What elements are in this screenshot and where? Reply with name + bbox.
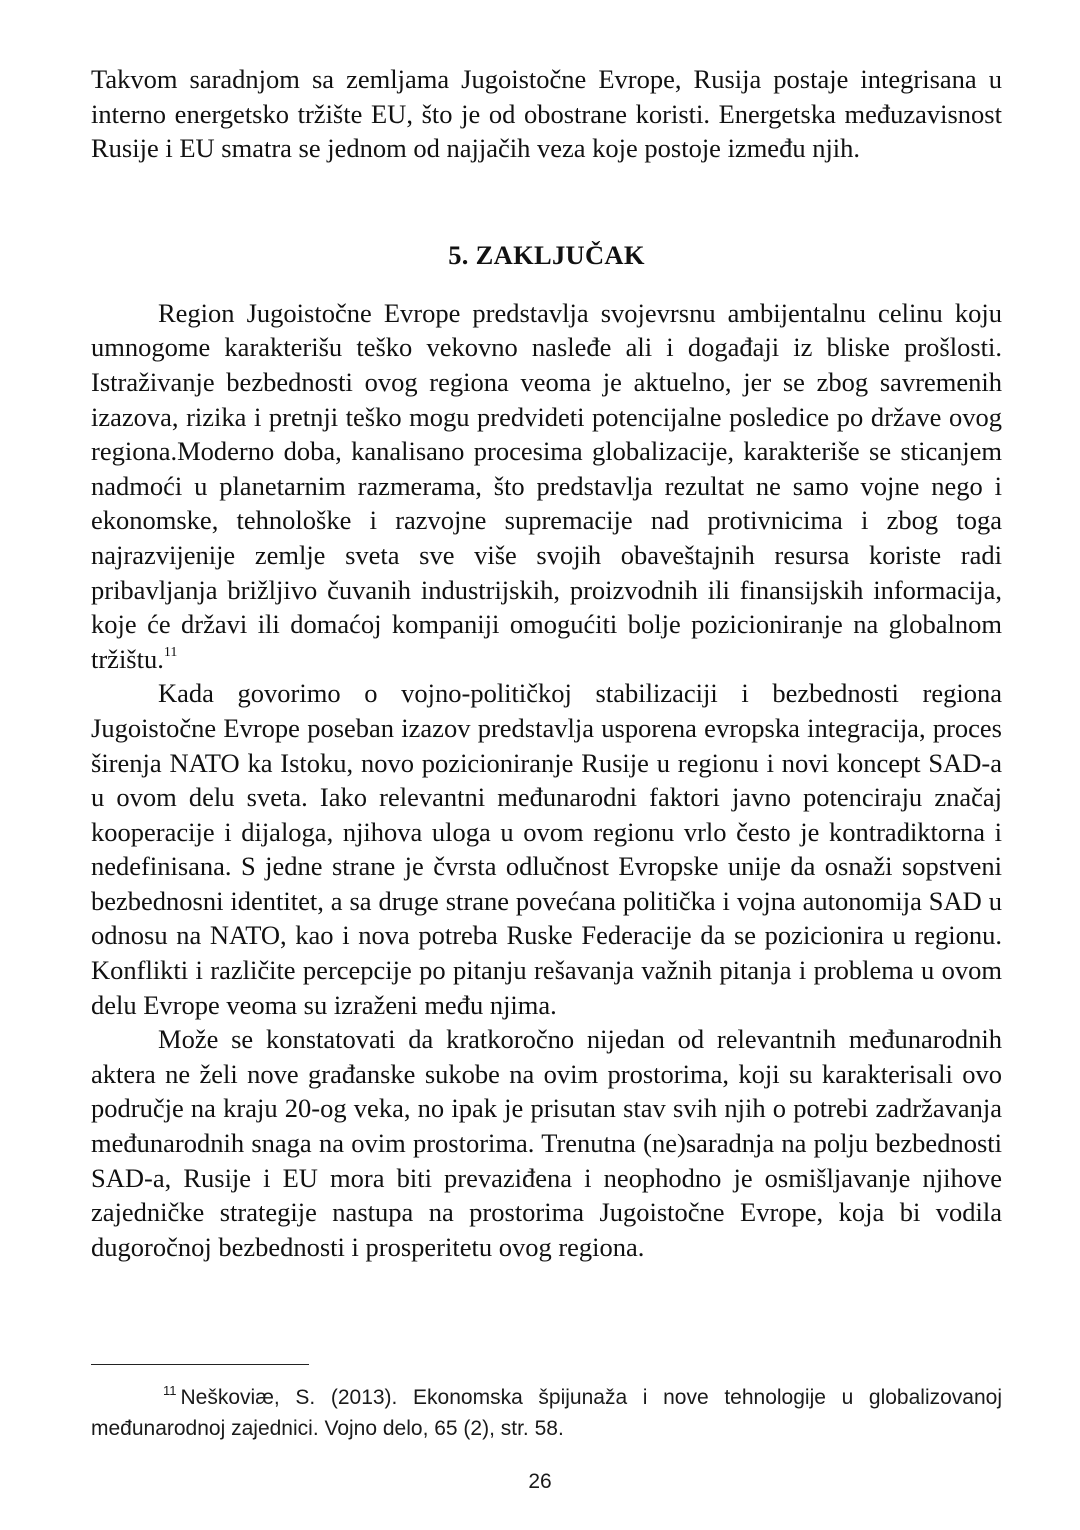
page-body bbox=[91, 62, 1002, 1264]
conclusion-paragraph-1 bbox=[91, 296, 1002, 677]
footnote-text: Neškoviæ, S. (2013). Ekonomska špijunaža i nove tehnologije u globalizovanoj međunarodnoj zajednici. Vojno delo, 65 (2), str. 58. bbox=[91, 1386, 1002, 1440]
intro-paragraph: Takvom saradnjom sa zemljama Jugoistočne Evrope, Rusija postaje integrisana u interno energetsko tržište EU, što je od obostrane koristi. Energetska međuzavisnost Rusije i EU smatra se jednom od najjačih veza koje postoje između njih. bbox=[91, 64, 1002, 164]
conclusion-paragraph-3: Može se konstatovati da kratkoročno nijedan od relevantnih međunarodnih aktera ne želi nove građanske sukobe na ovim prostorima, koji su karakterisali ovo područje na kraju 20-og veka, no ipak je prisutan stav svih njih o potrebi zadržavanja međunarodnih snaga na ovim prostorima. Trenutna (ne)saradnja na polju bezbednosti SAD-a, Rusije i EU mora biti prevaziđena i neophodno je osmišljavanje njihove zajedničke strategije nastupa na prostorima Jugoistočne Evrope, koja bi vodila dugoročnoj bezbednosti i prosperitetu ovog regiona. bbox=[91, 1024, 1002, 1262]
page-number: 26 bbox=[528, 1470, 552, 1493]
section-heading: 5. ZAKLJUČAK bbox=[448, 239, 645, 270]
conclusion-paragraph-1-text: Region Jugoistočne Evrope predstavlja svojevrsnu ambijentalnu celinu koju umnogome karakterišu teško vekovno nasleđe ali i događaji iz bliske prošlosti. Istraživanje bezbednosti ovog regiona veoma je aktuelno, jer se zbog savremenih izazova, rizika i pretnji teško mogu predvideti potencijalne posledice po države ovog regiona.Moderno doba, kanalisano procesima globalizacije, karakteriše se sticanjem nadmoći u planetarnim razmerama, što predstavlja rezultat ne samo vojne nego i ekonomske, tehnološke i razvojne supremacije nad protivnicima i zbog toga najrazvijenije zemlje sveta sve više svojih obaveštajnih resursa koriste radi pribavljanja brižljivo čuvanih industrijskih, proizvodnih ili finansijskih informacija, koje će državi ili domaćoj kompaniji omogućiti bolje pozicioniranje na globalnom tržištu. bbox=[91, 297, 1002, 674]
footnote bbox=[91, 1382, 1002, 1444]
footnote-number: 11 bbox=[163, 1383, 177, 1398]
footnote-divider bbox=[91, 1364, 309, 1365]
conclusion-paragraph-2: Kada govorimo o vojno-političkoj stabilizaciji i bezbednosti regiona Jugoistočne Evrope poseban izazov predstavlja usporena evropska integracija, proces širenja NATO ka Istoku, novo pozicioniranje Rusije u regionu i novi koncept SAD-a u ovom delu sveta. Iako relevantni međunarodni faktori javno potenciraju značaj kooperacije i dijaloga, njihova uloga u ovom regionu vrlo često je kontradiktorna i nedefinisana. S jedne strane je čvrsta odlučnost Evropske unije da osnaži sopstveni bezbednosni identitet, a sa druge strane povećana politička i vojna autonomija SAD u odnosu na NATO, kao i nova potreba Ruske Federacije da se pozicionira u regionu. Konflikti i različite percepcije po pitanju rešavanja važnih pitanja i problema u ovom delu Evrope veoma su izraženi među njima. bbox=[91, 678, 1002, 1020]
footnote-reference[interactable]: 11 bbox=[163, 644, 178, 660]
